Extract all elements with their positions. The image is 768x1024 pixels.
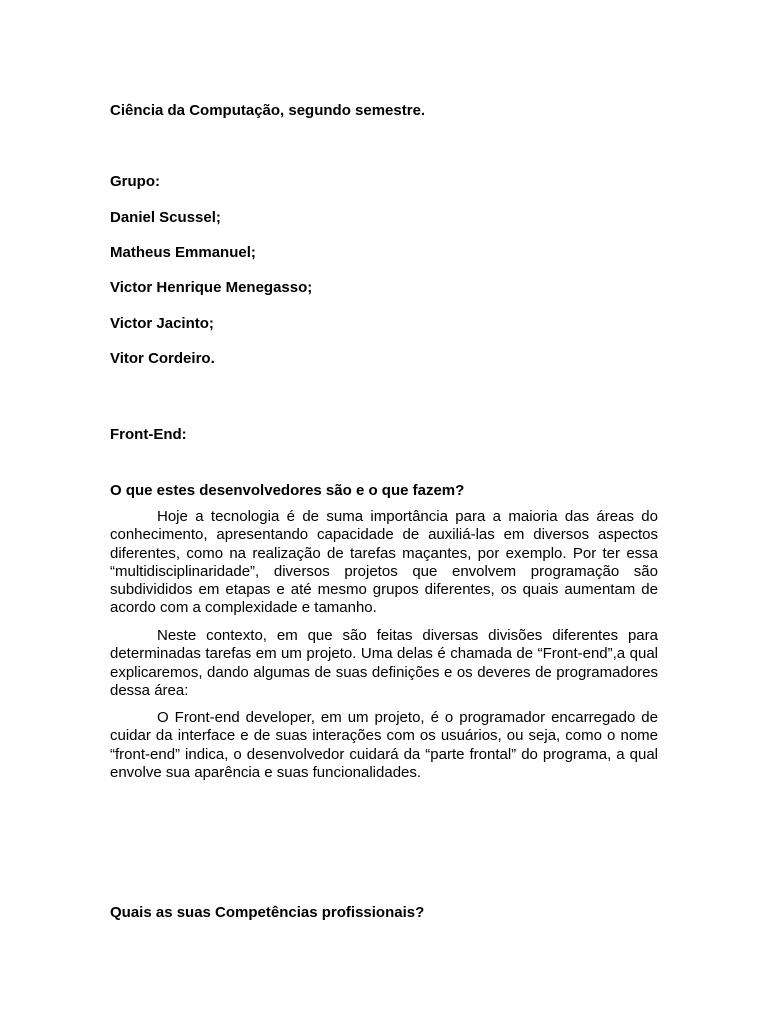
body-paragraph: Hoje a tecnologia é de suma importância para a maioria das áreas do conhecimento, apresentando capacidade de auxiliá-las em diversos aspectos diferentes, como na realização de tarefas maçantes, por exemplo. Por ter essa “multidisciplinaridade”, diversos projetos que envolvem programação são subdivididos em etapas e até mesmo grupos diferentes, os quais aumentam de acordo com a complexidade e tamanho. bbox=[110, 508, 658, 617]
question-heading: Quais as suas Competências profissionais? bbox=[110, 904, 425, 921]
member-name: Matheus Emmanuel; bbox=[110, 244, 256, 261]
member-name: Vitor Cordeiro. bbox=[110, 350, 215, 367]
document-heading: Ciência da Computação, segundo semestre. bbox=[110, 102, 426, 119]
question-heading: O que estes desenvolvedores são e o que fazem? bbox=[110, 482, 465, 499]
body-paragraph: Neste contexto, em que são feitas diversas divisões diferentes para determinadas tarefas em um projeto. Uma delas é chamada de “Front-end”,a qual explicaremos, dando algumas de suas definições e os deveres de programadores dessa área: bbox=[110, 627, 658, 699]
member-name: Daniel Scussel; bbox=[110, 209, 221, 226]
body-paragraph: O Front-end developer, em um projeto, é o programador encarregado de cuidar da interface e de suas interações com os usuários, ou seja, como o nome “front-end” indica, o desenvolvedor cuidará da “parte frontal” do programa, a qual envolve sua aparência e suas funcionalidades. bbox=[110, 709, 658, 781]
group-label: Grupo: bbox=[110, 173, 160, 190]
member-name: Victor Henrique Menegasso; bbox=[110, 279, 313, 296]
section-title: Front-End: bbox=[110, 426, 187, 443]
member-name: Victor Jacinto; bbox=[110, 315, 214, 332]
